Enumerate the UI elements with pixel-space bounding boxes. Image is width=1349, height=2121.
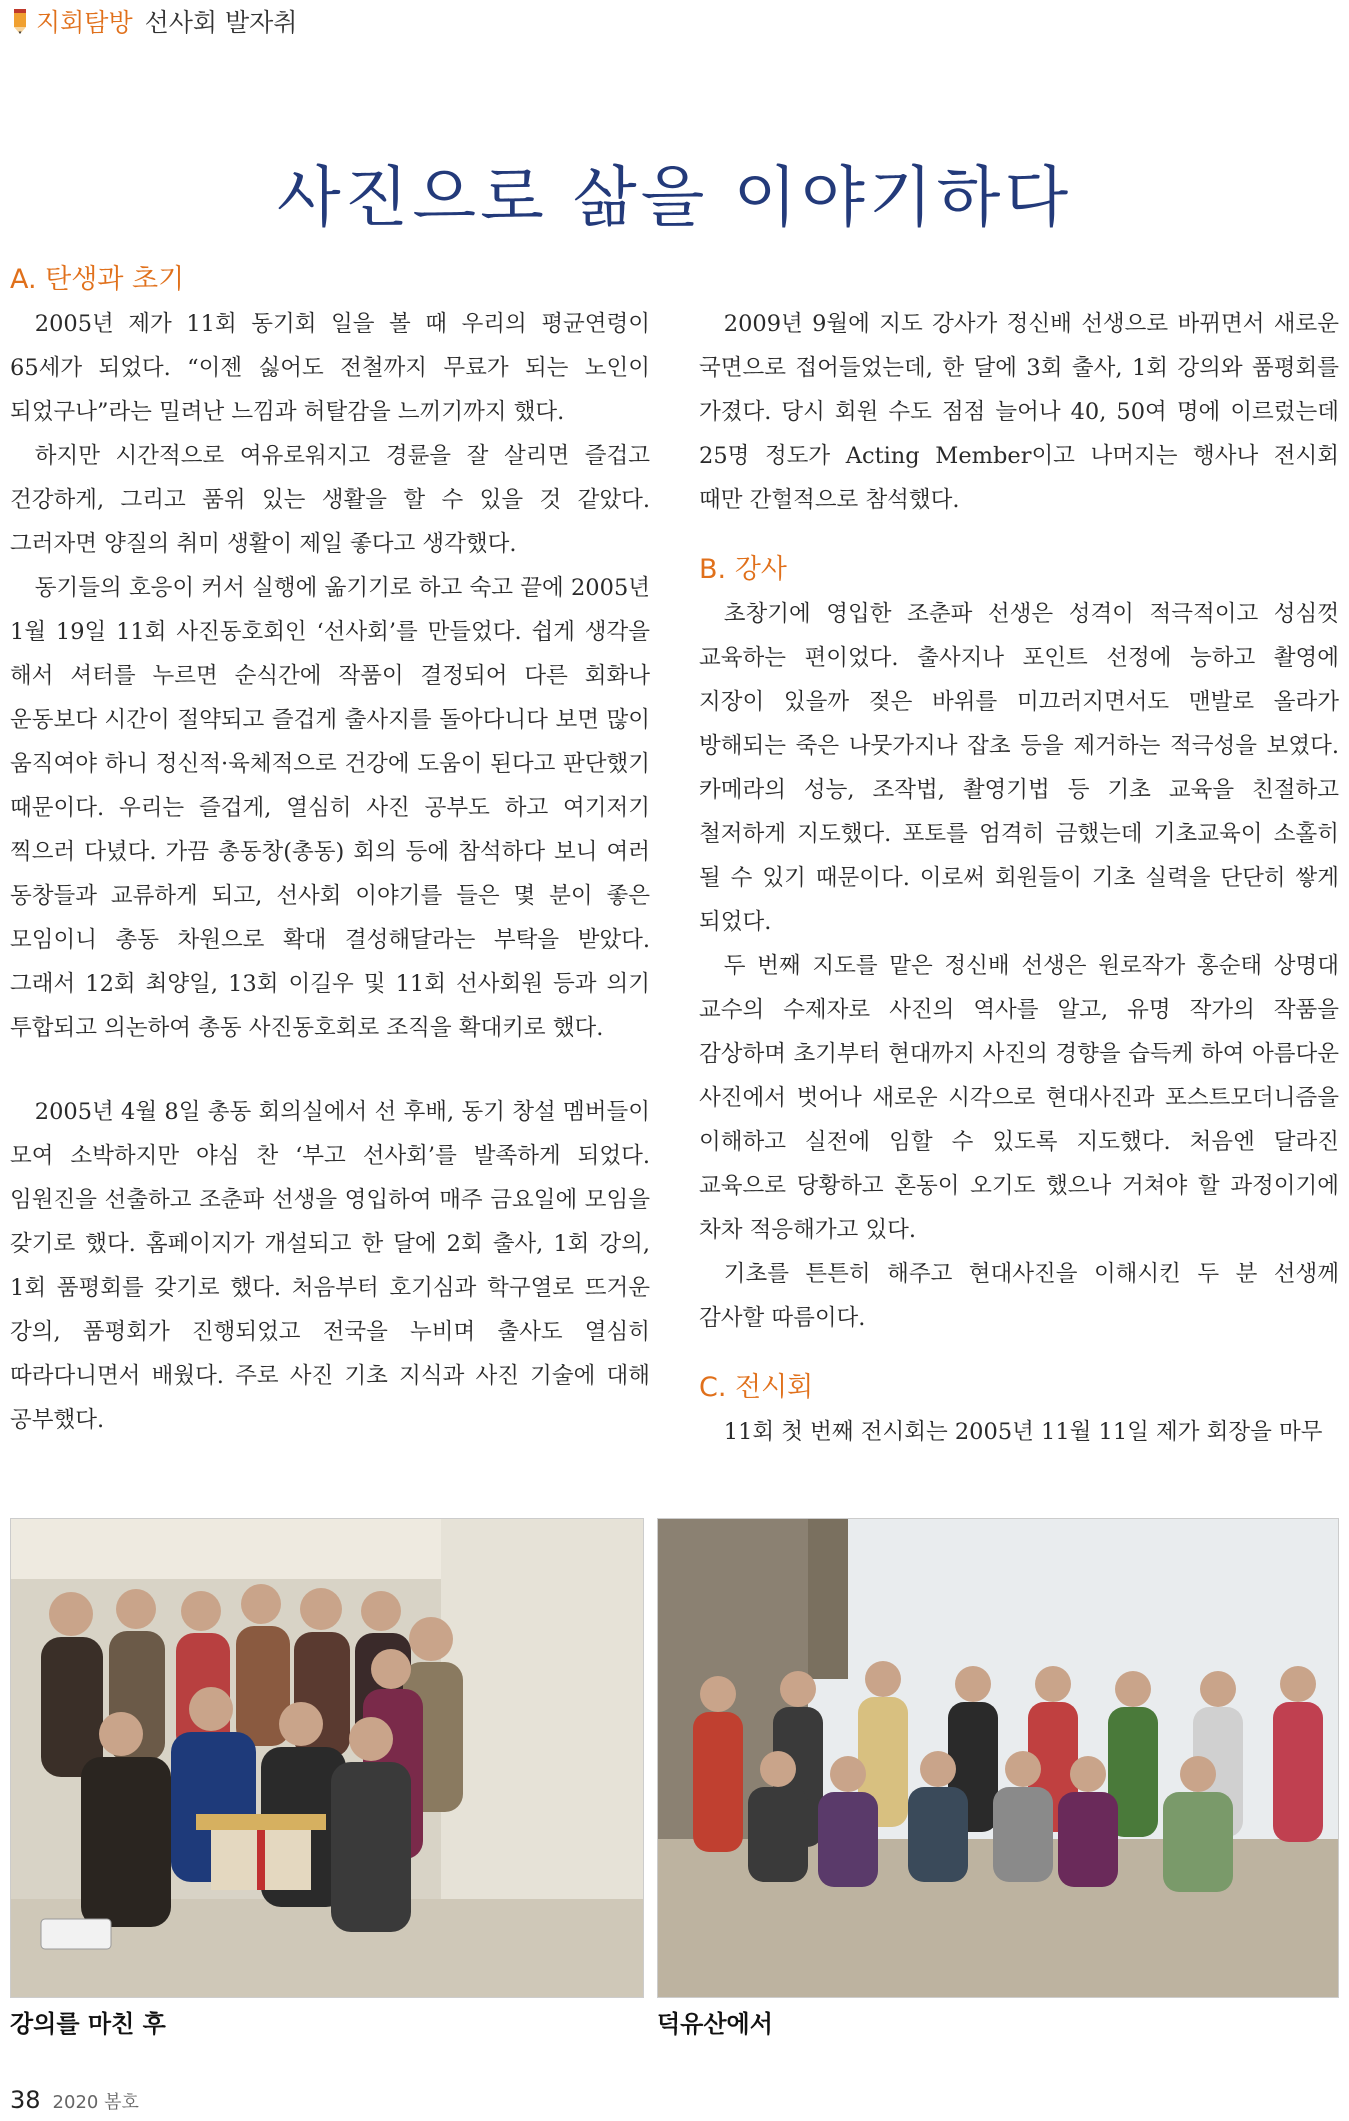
paragraph: 2009년 9월에 지도 강사가 정신배 선생으로 바뀌면서 새로운 국면으로 접어들었는데, 한 달에 3회 출사, 1회 강의와 품평회를 가졌다. 당시 회원 수도 점점 늘어나 40, 50여 명에 이르렀는데 25명 정도가 Acting Member이고 나머지는 행사나 전시회 때만 간헐적으로 참석했다. [699, 311, 1339, 513]
group-photo-indoor [10, 1518, 644, 1998]
paragraph: 두 번째 지도를 맡은 정신배 선생은 원로작가 홍순태 상명대 교수의 수제자로 사진의 역사를 알고, 유명 작가의 작품을 감상하며 초기부터 현대까지 사진의 경향을 습득케 하여 아름다운 사진에서 벗어나 새로운 시각으로 현대사진과 포스트모더니즘을 이해하고 실전에 임할 수 있도록 지도했다. 처음엔 달라진 교육으로 당황하고 혼동이 오기도 했으나 거쳐야 할 과정이기에 차차 적응해가고 있다. [699, 953, 1339, 1243]
heading-c: C. 전시회 [699, 1372, 814, 1403]
paragraph: 초창기에 영입한 조춘파 선생은 성격이 적극적이고 성심껏 교육하는 편이었다. 출사지나 포인트 선정에 능하고 촬영에 지장이 있을까 젖은 바위를 미끄러지면서도 맨발로 올라가 방해되는 죽은 나뭇가지나 잡초 등을 제거하는 적극성을 보였다. 카메라의 성능, 조작법, 촬영기법 등 기초 교육을 친절하고 철저하게 지도했다. 포토를 엄격히 금했는데 기초교육이 소홀히 될 수 있기 때문이다. 이로써 회원들이 기초 실력을 단단히 쌓게 되었다. [699, 601, 1339, 935]
section-subtitle: 선사회 발자취 [144, 8, 298, 37]
page-number: 38 [10, 2086, 41, 2114]
photo-caption-right: 덕유산에서 [657, 2010, 773, 2038]
right-column [699, 302, 1339, 1454]
paragraph: 기초를 튼튼히 해주고 현대사진을 이해시킨 두 분 선생께 감사할 따름이다. [699, 1261, 1339, 1331]
left-column [10, 258, 650, 1442]
paragraph: 2005년 제가 11회 동기회 일을 볼 때 우리의 평균연령이 65세가 되었다. “이젠 싫어도 전철까지 무료가 되는 노인이 되었구나”라는 밀려난 느낌과 허탈감을 느끼기까지 했다. [10, 311, 650, 425]
photo-caption-left: 강의를 마친 후 [10, 2010, 166, 2038]
pencil-icon [10, 7, 30, 35]
heading-a: A. 탄생과 초기 [10, 264, 185, 295]
page-footer [10, 2086, 139, 2114]
paragraph: 동기들의 호응이 커서 실행에 옮기기로 하고 숙고 끝에 2005년 1월 19일 11회 사진동호회인 ‘선사회’를 만들었다. 쉽게 생각을 해서 셔터를 누르면 순식간에 작품이 결정되어 다른 회화나 운동보다 시간이 절약되고 즐겁게 출사지를 돌아다니다 보면 많이 움직여야 하니 정신적·육체적으로 건강에 도움이 된다고 판단했기 때문이다. 우리는 즐겁게, 열심히 사진 공부도 하고 여기저기 찍으러 다녔다. 가끔 총동창(총동) 회의 등에 참석하다 보니 여러 동창들과 교류하게 되고, 선사회 이야기를 들은 몇 분이 좋은 모임이니 총동 차원으로 확대 결성해달라는 부탁을 받았다. 그래서 12회 최양일, 13회 이길우 및 11회 선사회원 등과 의기 투합되고 의논하여 총동 사진동호회로 조직을 확대키로 했다. [10, 575, 650, 1041]
paragraph: 2005년 4월 8일 총동 회의실에서 선 후배, 동기 창설 멤버들이 모여 소박하지만 야심 찬 ‘부고 선사회’를 발족하게 되었다. 임원진을 선출하고 조춘파 선생을 영입하여 매주 금요일에 모임을 갖기로 했다. 홈페이지가 개설되고 한 달에 2회 출사, 1회 강의, 1회 품평회를 갖기로 했다. 처음부터 호기심과 학구열로 뜨거운 강의, 품평회가 진행되었고 전국을 누비며 출사도 열심히 따라다니면서 배웠다. 주로 사진 기초 지식과 사진 기술에 대해 공부했다. [10, 1099, 650, 1433]
paragraph: 11회 첫 번째 전시회는 2005년 11월 11일 제가 회장을 마무 [723, 1419, 1323, 1445]
issue-label: 2020 봄호 [52, 2092, 139, 2113]
section-name: 지회탐방 [36, 8, 133, 37]
paragraph: 하지만 시간적으로 여유로워지고 경륜을 잘 살리면 즐겁고 건강하게, 그리고 품위 있는 생활을 할 수 있을 것 같았다. 그러자면 양질의 취미 생활이 제일 좋다고 생각했다. [10, 443, 650, 557]
group-photo-mountain [657, 1518, 1339, 1998]
article-title: 사진으로 삶을 이야기하다 [276, 159, 1073, 237]
heading-b: B. 강사 [699, 554, 787, 585]
section-header [10, 4, 297, 38]
